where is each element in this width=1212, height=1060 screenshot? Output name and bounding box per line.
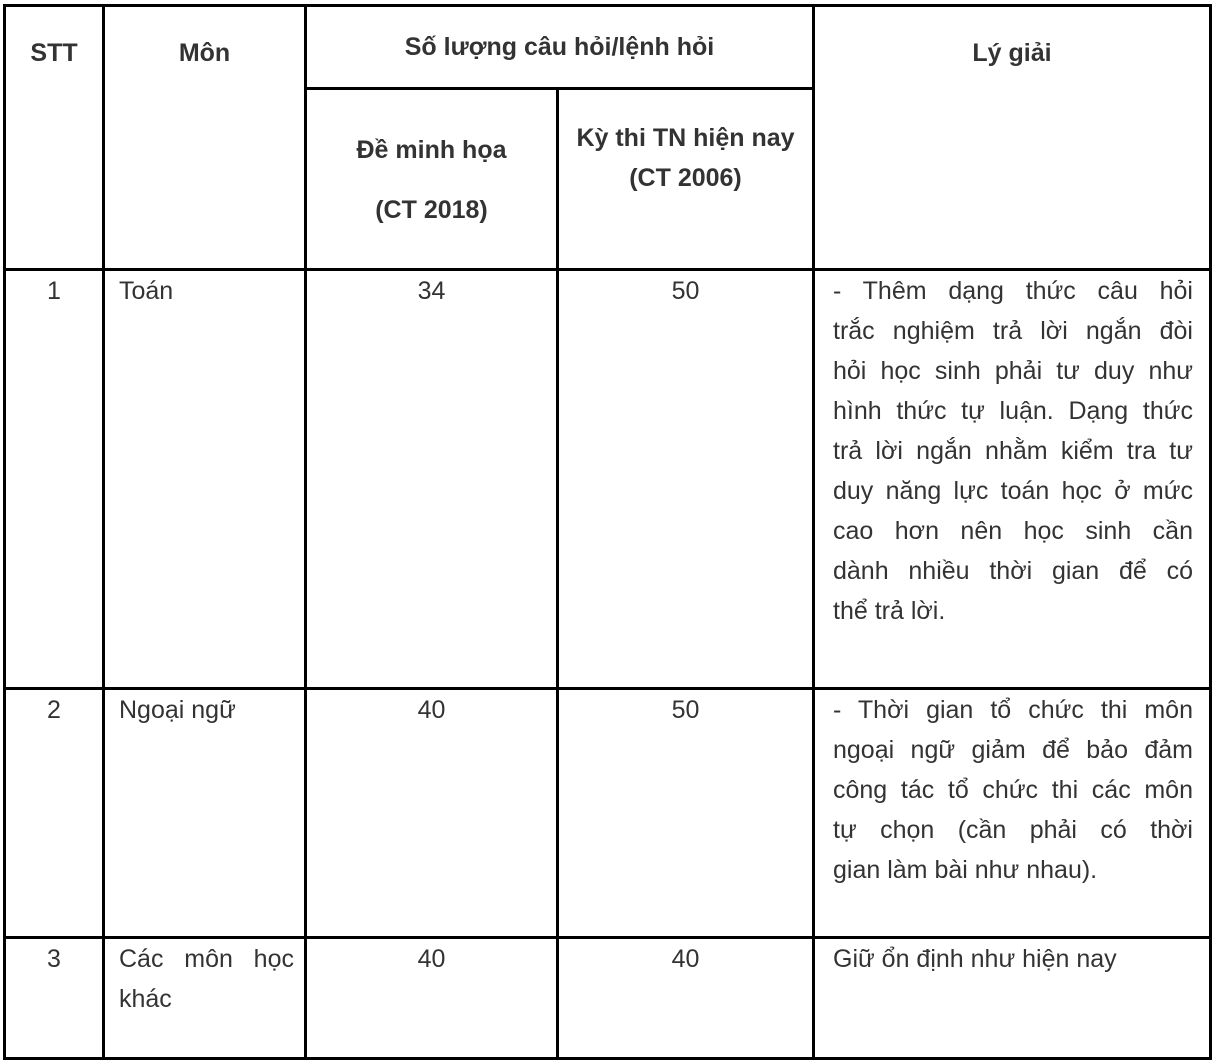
header-ky-thi-hien-nay <box>558 89 814 270</box>
ly-giai-line: công tác tổ chức thi các môn <box>833 776 1193 804</box>
header-stt: STT <box>5 6 104 270</box>
cell-ky-thi-hien-nay: 40 <box>558 938 814 1059</box>
header-de-minh-hoa <box>306 89 558 270</box>
header-ly-giai: Lý giải <box>814 6 1211 270</box>
header-ky-thi-line2: (CT 2006) <box>629 164 742 192</box>
table-row <box>5 689 1211 938</box>
cell-stt: 2 <box>5 689 104 938</box>
mon-line: khác <box>119 985 172 1013</box>
cell-de-minh-hoa: 34 <box>306 270 558 689</box>
ly-giai-line: gian làm bài như nhau). <box>833 856 1098 884</box>
cell-ly-giai <box>814 938 1211 1059</box>
cell-mon: Ngoại ngữ <box>104 689 306 938</box>
header-question-count: Số lượng câu hỏi/lệnh hỏi <box>306 6 814 89</box>
ly-giai-line: cao hơn nên học sinh cần <box>833 517 1193 545</box>
header-de-minh-hoa-line2: (CT 2018) <box>375 196 488 224</box>
ly-giai-line: hỏi học sinh phải tư duy như <box>833 357 1193 385</box>
cell-mon <box>104 938 306 1059</box>
header-ky-thi-line1: Kỳ thi TN hiện nay <box>576 124 795 152</box>
cell-de-minh-hoa: 40 <box>306 689 558 938</box>
cell-mon: Toán <box>104 270 306 689</box>
ly-giai-line: - Thời gian tổ chức thi môn <box>833 696 1193 724</box>
cell-stt: 1 <box>5 270 104 689</box>
ly-giai-line: - Thêm dạng thức câu hỏi <box>833 277 1193 305</box>
cell-ky-thi-hien-nay: 50 <box>558 689 814 938</box>
ly-giai-line: dành nhiều thời gian để có <box>833 557 1193 585</box>
ly-giai-line: trắc nghiệm trả lời ngắn đòi <box>833 317 1193 345</box>
ly-giai-line: Giữ ổn định như hiện nay <box>833 945 1117 973</box>
cell-ly-giai <box>814 689 1211 938</box>
ly-giai-line: trả lời ngắn nhằm kiểm tra tư <box>833 437 1193 465</box>
table-row <box>5 938 1211 1059</box>
cell-ly-giai <box>814 270 1211 689</box>
comparison-table <box>3 4 1212 1060</box>
ly-giai-line: tự chọn (cần phải có thời <box>833 816 1193 844</box>
cell-stt: 3 <box>5 938 104 1059</box>
cell-de-minh-hoa: 40 <box>306 938 558 1059</box>
ly-giai-line: hình thức tự luận. Dạng thức <box>833 397 1193 425</box>
header-mon: Môn <box>104 6 306 270</box>
cell-ky-thi-hien-nay: 50 <box>558 270 814 689</box>
header-de-minh-hoa-line1: Đề minh họa <box>356 136 507 164</box>
ly-giai-line: thể trả lời. <box>833 597 946 625</box>
ly-giai-line: ngoại ngữ giảm để bảo đảm <box>833 736 1193 764</box>
ly-giai-line: duy năng lực toán học ở mức <box>833 477 1193 505</box>
table-row <box>5 270 1211 689</box>
mon-line: Các môn học <box>119 945 294 973</box>
